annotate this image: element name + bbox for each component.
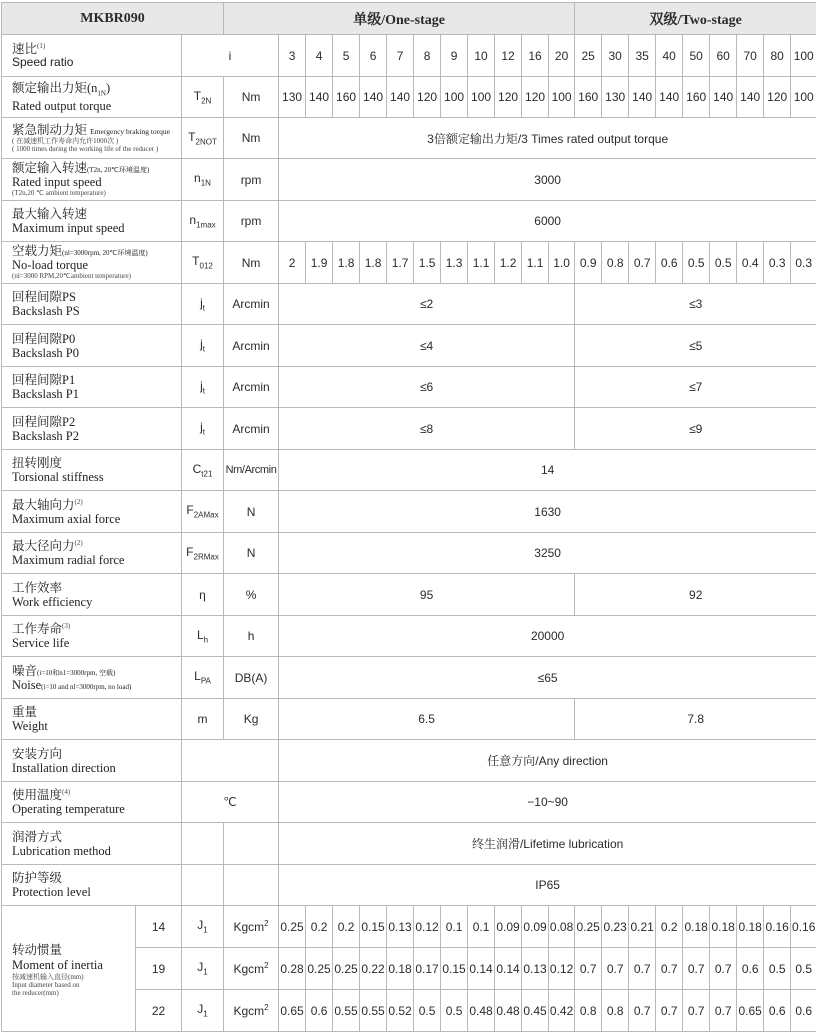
inertia-value: 0.7	[710, 948, 737, 990]
backlash-p2-row	[2, 408, 816, 450]
inertia-value: 0.6	[791, 990, 816, 1032]
inertia-value: 0.16	[791, 906, 816, 948]
inertia-value: 0.7	[629, 948, 656, 990]
emergency-torque-label: 紧急制动力矩 Emergency braking torque ( 在减速机工作寿命内允许1000次 ) ( 1000 times during the working life of the reducer )	[2, 118, 182, 159]
ratio-value: 9	[441, 35, 468, 77]
noload-torque-value: 1.1	[522, 242, 549, 284]
radial-force-symbol: $F_{2RMax}$	[182, 533, 224, 574]
rated-torque-value: 140	[656, 77, 683, 118]
ratio-value: 25	[575, 35, 602, 77]
backlash-ps-two-stage: ≤3	[575, 284, 816, 325]
inertia-value: 0.65	[279, 990, 306, 1032]
ratio-value: 3	[279, 35, 306, 77]
ratio-row	[2, 35, 816, 77]
inertia-diameter: 22	[136, 990, 182, 1032]
rated-torque-symbol: $T_{2N}$	[182, 77, 224, 118]
noload-torque-value: 0.9	[575, 242, 602, 284]
rated-torque-value: 120	[414, 77, 441, 118]
backlash-p1-unit: Arcmin	[224, 367, 279, 408]
service-life-unit: h	[224, 616, 279, 657]
inertia-value: 0.6	[306, 990, 333, 1032]
inertia-unit: Kgcm$^2$	[224, 990, 279, 1032]
efficiency-one-stage: 95	[279, 574, 575, 616]
rated-torque-value: 100	[441, 77, 468, 118]
inertia-unit: Kgcm$^2$	[224, 906, 279, 948]
service-life-value: 20000	[279, 616, 816, 657]
inertia-value: 0.18	[710, 906, 737, 948]
max-input-speed-unit: rpm	[224, 201, 279, 242]
inertia-value: 0.18	[737, 906, 764, 948]
inertia-value: 0.1	[441, 906, 468, 948]
noload-torque-value: 1.3	[441, 242, 468, 284]
rated-torque-value: 120	[764, 77, 791, 118]
emergency-torque-unit: Nm	[224, 118, 279, 159]
inertia-value: 0.15	[441, 948, 468, 990]
inertia-value: 0.55	[360, 990, 387, 1032]
efficiency-unit: %	[224, 574, 279, 616]
header-row	[2, 3, 816, 35]
inertia-label: 转动惯量 Moment of inertia 按减速机输入直径(mm) Input diameter based on the reducer(mm)	[2, 906, 136, 1032]
ratio-value: 7	[387, 35, 414, 77]
noload-torque-symbol: $T_{012}$	[182, 242, 224, 284]
efficiency-row	[2, 574, 816, 616]
inertia-value: 0.7	[602, 948, 629, 990]
ratio-value: 100	[791, 35, 816, 77]
max-input-speed-value: 6000	[279, 201, 816, 242]
ratio-value: 16	[522, 35, 549, 77]
inertia-value: 0.13	[522, 948, 549, 990]
ratio-value: 5	[333, 35, 360, 77]
inertia-value: 0.08	[549, 906, 575, 948]
rated-torque-row	[2, 77, 816, 118]
weight-one-stage: 6.5	[279, 699, 575, 740]
installation-symbol-cell	[182, 740, 279, 782]
backlash-p2-label: 回程间隙P2 Backslash P2	[2, 408, 182, 450]
inertia-value: 0.2	[306, 906, 333, 948]
inertia-value: 0.5	[414, 990, 441, 1032]
inertia-value: 0.5	[764, 948, 791, 990]
emergency-torque-row	[2, 118, 816, 159]
rated-input-speed-unit: rpm	[224, 159, 279, 201]
emergency-torque-value: 3倍额定输出力矩/3 Times rated output torque	[279, 118, 816, 159]
lubrication-unit-cell	[224, 823, 279, 865]
rated-torque-value: 140	[710, 77, 737, 118]
noload-torque-value: 1.8	[333, 242, 360, 284]
noload-torque-value: 0.4	[737, 242, 764, 284]
radial-force-unit: N	[224, 533, 279, 574]
lubrication-label: 润滑方式 Lubrication method	[2, 823, 182, 865]
installation-value: 任意方向/Any direction	[279, 740, 816, 782]
ratio-value: 20	[549, 35, 575, 77]
ratio-value: 80	[764, 35, 791, 77]
noload-torque-value: 0.3	[764, 242, 791, 284]
inertia-value: 0.25	[333, 948, 360, 990]
rated-input-speed-row	[2, 159, 816, 201]
ratio-value: 6	[360, 35, 387, 77]
inertia-value: 0.7	[656, 990, 683, 1032]
inertia-value: 0.22	[360, 948, 387, 990]
noload-torque-value: 1.1	[468, 242, 495, 284]
model-title: MKBR090	[2, 3, 224, 35]
backlash-p2-one-stage: ≤8	[279, 408, 575, 450]
backlash-p1-two-stage: ≤7	[575, 367, 816, 408]
inertia-value: 0.7	[656, 948, 683, 990]
inertia-value: 0.48	[468, 990, 495, 1032]
inertia-value: 0.18	[683, 906, 710, 948]
radial-force-label: 最大径向力$^{(2)}$ Maximum radial force	[2, 533, 182, 574]
inertia-diameter: 14	[136, 906, 182, 948]
backlash-p2-unit: Arcmin	[224, 408, 279, 450]
ratio-value: 40	[656, 35, 683, 77]
noload-torque-value: 0.8	[602, 242, 629, 284]
ratio-value: 8	[414, 35, 441, 77]
inertia-value: 0.14	[495, 948, 522, 990]
inertia-unit: Kgcm$^2$	[224, 948, 279, 990]
inertia-value: 0.52	[387, 990, 414, 1032]
service-life-label: 工作寿命$^{(3)}$ Service life	[2, 616, 182, 657]
inertia-value: 0.12	[414, 906, 441, 948]
weight-unit: Kg	[224, 699, 279, 740]
inertia-value: 0.2	[333, 906, 360, 948]
rated-torque-value: 140	[387, 77, 414, 118]
noload-torque-label: 空载力矩(nl=3000rpm, 20℃环境温度) No-load torque (nl=3000 RPM,20℃ambient temperature)	[2, 242, 182, 284]
protection-symbol-cell	[182, 865, 224, 906]
inertia-value: 0.8	[575, 990, 602, 1032]
axial-force-symbol: $F_{2AMax}$	[182, 491, 224, 533]
ratio-value: 35	[629, 35, 656, 77]
backlash-p0-label: 回程间隙P0 Backslash P0	[2, 325, 182, 367]
noload-torque-value: 1.2	[495, 242, 522, 284]
rated-torque-value: 140	[360, 77, 387, 118]
inertia-value: 0.09	[495, 906, 522, 948]
rated-torque-unit: Nm	[224, 77, 279, 118]
backlash-p1-row	[2, 367, 816, 408]
backlash-ps-label: 回程间隙PS Backslash PS	[2, 284, 182, 325]
lubrication-value: 终生润滑/Lifetime lubrication	[279, 823, 816, 865]
inertia-value: 0.45	[522, 990, 549, 1032]
efficiency-symbol: η	[182, 574, 224, 616]
stiffness-row	[2, 450, 816, 491]
inertia-value: 0.13	[387, 906, 414, 948]
backlash-p0-two-stage: ≤5	[575, 325, 816, 367]
radial-force-row	[2, 533, 816, 574]
lubrication-symbol-cell	[182, 823, 224, 865]
one-stage-header: 单级/One-stage	[224, 3, 575, 35]
noload-torque-value: 0.7	[629, 242, 656, 284]
temperature-label: 使用温度$^{(4)}$ Operating temperature	[2, 782, 182, 823]
inertia-value: 0.8	[602, 990, 629, 1032]
max-input-speed-row	[2, 201, 816, 242]
noload-torque-value: 0.5	[710, 242, 737, 284]
inertia-value: 0.18	[387, 948, 414, 990]
inertia-value: 0.12	[549, 948, 575, 990]
inertia-symbol: $J_1$	[182, 948, 224, 990]
rated-torque-value: 160	[683, 77, 710, 118]
ratio-value: 4	[306, 35, 333, 77]
rated-torque-value: 140	[629, 77, 656, 118]
inertia-value: 0.16	[764, 906, 791, 948]
noload-torque-row	[2, 242, 816, 284]
axial-force-label: 最大轴向力$^{(2)}$ Maximum axial force	[2, 491, 182, 533]
rated-torque-value: 130	[602, 77, 629, 118]
inertia-value: 0.2	[656, 906, 683, 948]
rated-torque-value: 100	[549, 77, 575, 118]
temperature-unit: ℃	[182, 782, 279, 823]
axial-force-row	[2, 491, 816, 533]
ratio-value: 12	[495, 35, 522, 77]
rated-torque-value: 160	[333, 77, 360, 118]
inertia-diameter: 19	[136, 948, 182, 990]
backlash-p1-one-stage: ≤6	[279, 367, 575, 408]
efficiency-two-stage: 92	[575, 574, 816, 616]
inertia-value: 0.65	[737, 990, 764, 1032]
rated-torque-value: 100	[791, 77, 816, 118]
ratio-value: 60	[710, 35, 737, 77]
backlash-p2-symbol: $j_t$	[182, 408, 224, 450]
stiffness-symbol: $C_{t21}$	[182, 450, 224, 491]
service-life-row	[2, 616, 816, 657]
rated-torque-value: 130	[279, 77, 306, 118]
weight-row	[2, 699, 816, 740]
temperature-row	[2, 782, 816, 823]
noise-symbol: $L_{PA}$	[182, 657, 224, 699]
axial-force-value: 1630	[279, 491, 816, 533]
inertia-value: 0.48	[495, 990, 522, 1032]
protection-label: 防护等级 Protection level	[2, 865, 182, 906]
backlash-p1-label: 回程间隙P1 Backslash P1	[2, 367, 182, 408]
rated-torque-value: 140	[737, 77, 764, 118]
backlash-p0-unit: Arcmin	[224, 325, 279, 367]
weight-symbol: m	[182, 699, 224, 740]
inertia-value: 0.7	[710, 990, 737, 1032]
ratio-value: 10	[468, 35, 495, 77]
noise-label: 噪音(i=10和n1=3000rpm, 空载) Noise(i=10 and nl=3000rpm, no load)	[2, 657, 182, 699]
inertia-value: 0.25	[575, 906, 602, 948]
inertia-value: 0.09	[522, 906, 549, 948]
backlash-p0-symbol: $j_t$	[182, 325, 224, 367]
backlash-p0-one-stage: ≤4	[279, 325, 575, 367]
ratio-symbol: i	[182, 35, 279, 77]
inertia-value: 0.55	[333, 990, 360, 1032]
protection-value: IP65	[279, 865, 816, 906]
noload-torque-value: 0.3	[791, 242, 816, 284]
noise-value: ≤65	[279, 657, 816, 699]
inertia-value: 0.25	[279, 906, 306, 948]
inertia-value: 0.6	[737, 948, 764, 990]
backlash-ps-unit: Arcmin	[224, 284, 279, 325]
inertia-value: 0.5	[441, 990, 468, 1032]
weight-label: 重量 Weight	[2, 699, 182, 740]
noise-unit: DB(A)	[224, 657, 279, 699]
max-input-speed-label: 最大输入转速 Maximum input speed	[2, 201, 182, 242]
inertia-value: 0.25	[306, 948, 333, 990]
stiffness-unit: Nm/Arcmin	[224, 450, 279, 491]
inertia-value: 0.42	[549, 990, 575, 1032]
max-input-speed-symbol: $n_{1max}$	[182, 201, 224, 242]
rated-input-speed-value: 3000	[279, 159, 816, 201]
stiffness-label: 扭转刚度 Torsional stiffness	[2, 450, 182, 491]
noload-torque-value: 0.5	[683, 242, 710, 284]
inertia-value: 0.28	[279, 948, 306, 990]
rated-torque-value: 100	[468, 77, 495, 118]
inertia-value: 0.7	[629, 990, 656, 1032]
rated-torque-value: 120	[522, 77, 549, 118]
installation-row	[2, 740, 816, 782]
emergency-torque-symbol: $T_{2NOT}$	[182, 118, 224, 159]
inertia-value: 0.5	[791, 948, 816, 990]
spec-table	[1, 2, 816, 1032]
inertia-value: 0.1	[468, 906, 495, 948]
rated-torque-value: 120	[495, 77, 522, 118]
stiffness-value: 14	[279, 450, 816, 491]
inertia-value: 0.6	[764, 990, 791, 1032]
backlash-p2-two-stage: ≤9	[575, 408, 816, 450]
inertia-value: 0.21	[629, 906, 656, 948]
ratio-value: 70	[737, 35, 764, 77]
noload-torque-value: 2	[279, 242, 306, 284]
backlash-ps-row	[2, 284, 816, 325]
rated-torque-label: 额定输出力矩$(n_{1N})$ Rated output torque	[2, 77, 182, 118]
lubrication-row	[2, 823, 816, 865]
inertia-row	[2, 906, 816, 948]
inertia-symbol: $J_1$	[182, 906, 224, 948]
backlash-p1-symbol: $j_t$	[182, 367, 224, 408]
noload-torque-value: 0.6	[656, 242, 683, 284]
inertia-value: 0.7	[683, 948, 710, 990]
radial-force-value: 3250	[279, 533, 816, 574]
ratio-value: 50	[683, 35, 710, 77]
installation-label: 安装方向 Installation direction	[2, 740, 182, 782]
noload-torque-value: 1.9	[306, 242, 333, 284]
noload-torque-value: 1.5	[414, 242, 441, 284]
rated-input-speed-symbol: $n_{1N}$	[182, 159, 224, 201]
inertia-value: 0.23	[602, 906, 629, 948]
ratio-label: 速比$^{(1)}$ Speed ratio	[2, 35, 182, 77]
efficiency-label: 工作效率 Work efficiency	[2, 574, 182, 616]
rated-torque-value: 140	[306, 77, 333, 118]
noload-torque-value: 1.7	[387, 242, 414, 284]
rated-torque-value: 160	[575, 77, 602, 118]
backlash-ps-one-stage: ≤2	[279, 284, 575, 325]
noload-torque-value: 1.0	[549, 242, 575, 284]
protection-row	[2, 865, 816, 906]
inertia-value: 0.17	[414, 948, 441, 990]
backlash-p0-row	[2, 325, 816, 367]
service-life-symbol: $L_h$	[182, 616, 224, 657]
inertia-symbol: $J_1$	[182, 990, 224, 1032]
weight-two-stage: 7.8	[575, 699, 816, 740]
ratio-value: 30	[602, 35, 629, 77]
axial-force-unit: N	[224, 491, 279, 533]
rated-input-speed-label: 额定输入转速(T2n, 20℃环境温度) Rated input speed (T2n,20 ℃ ambient temperature)	[2, 159, 182, 201]
backlash-ps-symbol: $j_t$	[182, 284, 224, 325]
inertia-value: 0.7	[575, 948, 602, 990]
two-stage-header: 双级/Two-stage	[575, 3, 816, 35]
protection-unit-cell	[224, 865, 279, 906]
inertia-value: 0.15	[360, 906, 387, 948]
temperature-value: −10~90	[279, 782, 816, 823]
noload-torque-unit: Nm	[224, 242, 279, 284]
noise-row	[2, 657, 816, 699]
inertia-value: 0.7	[683, 990, 710, 1032]
inertia-value: 0.14	[468, 948, 495, 990]
noload-torque-value: 1.8	[360, 242, 387, 284]
